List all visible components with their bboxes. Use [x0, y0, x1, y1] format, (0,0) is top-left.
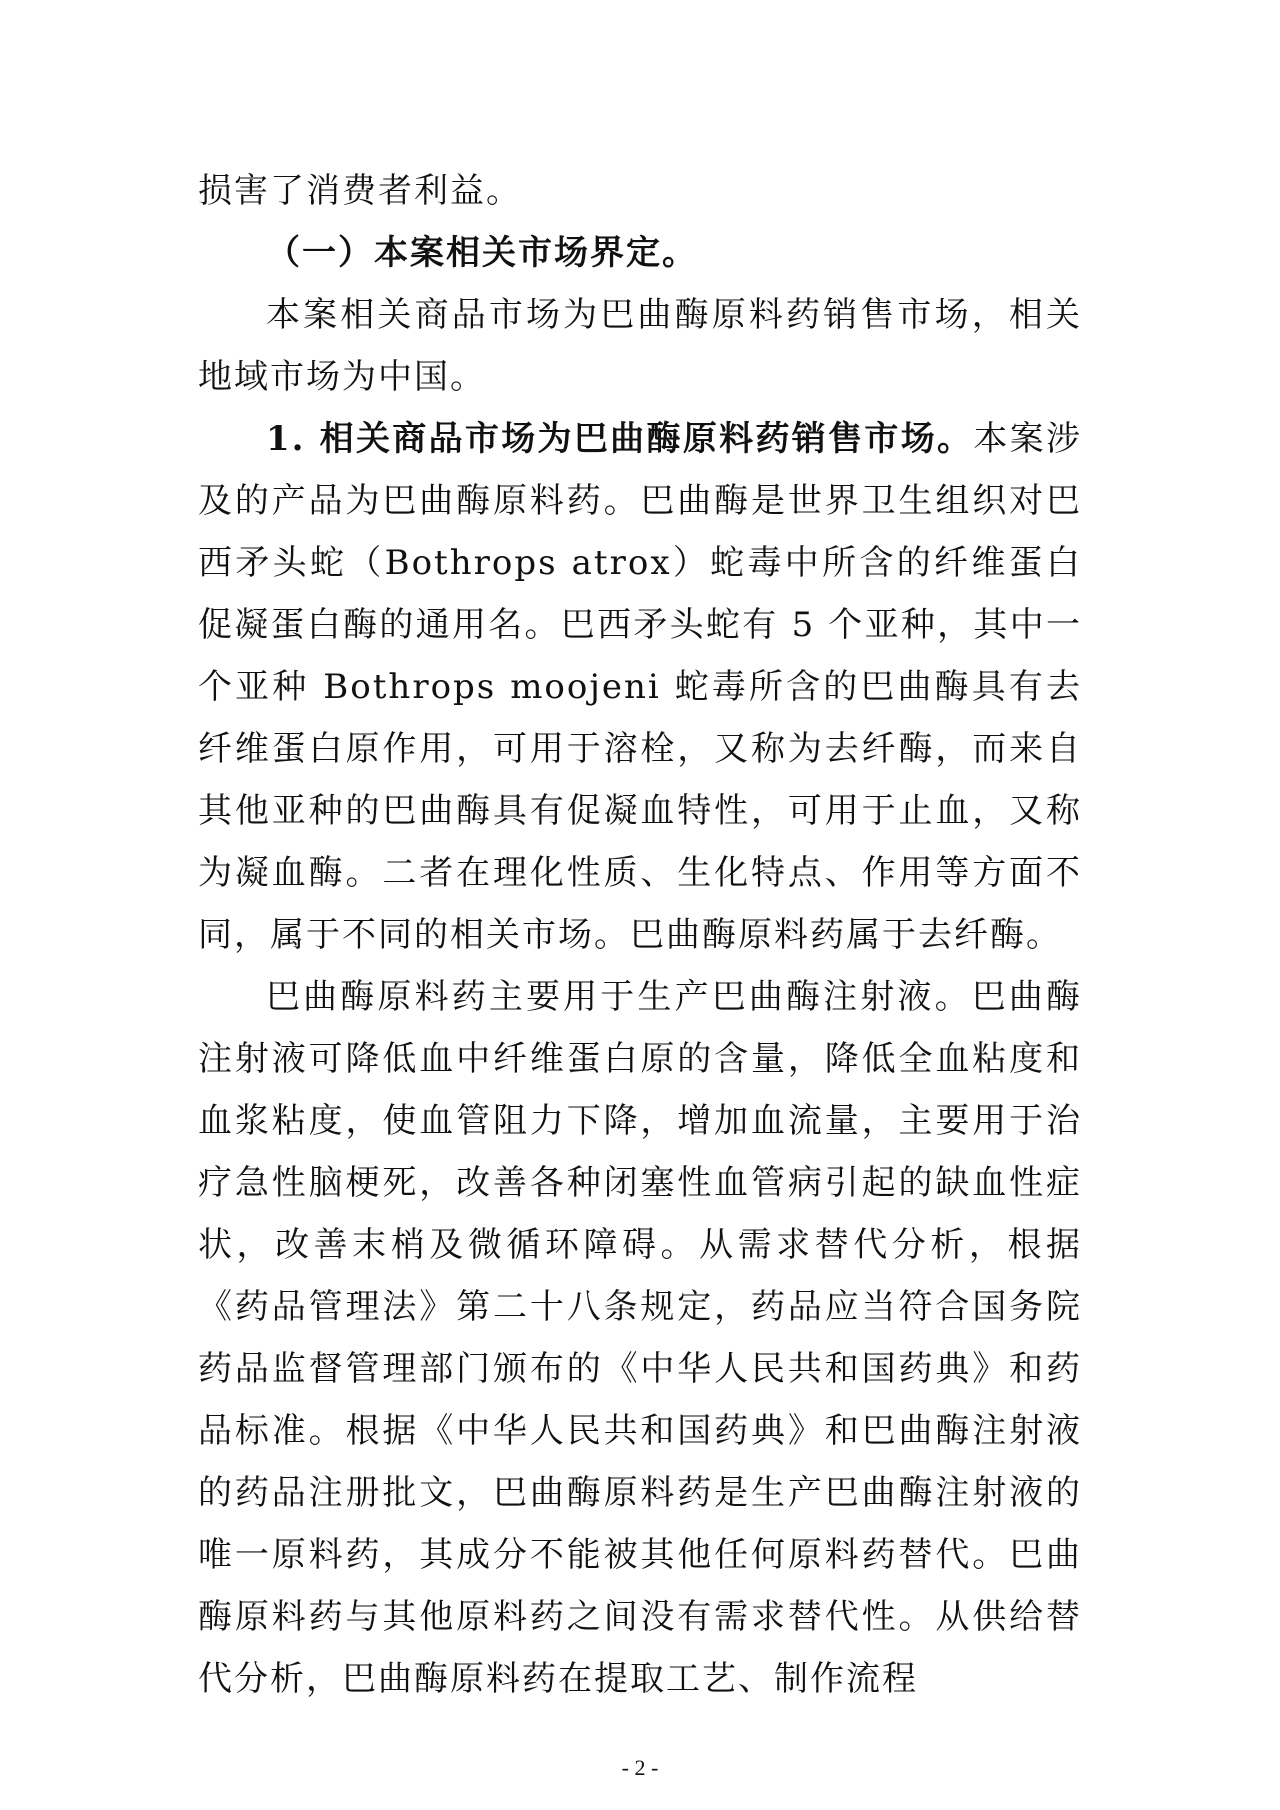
paragraph-body: 本案涉及的产品为巴曲酶原料药。巴曲酶是世界卫生组织对巴西矛头蛇（Bothrops atrox）蛇毒中所含的纤维蛋白促凝蛋白酶的通用名。巴西矛头蛇有 5 个亚种，其中一个亚种 Bothrops moojeni 蛇毒所含的巴曲酶具有去纤维蛋白原作用，可用于溶栓，又称为去纤酶，而来自其他亚种的巴曲酶具有促凝血特性，可用于止血，又称为凝血酶。二者在理化性质、生化特点、作用等方面不同，属于不同的相关市场。巴曲酶原料药属于去纤酶。	[198, 419, 1082, 955]
page-content	[198, 160, 1082, 1710]
paragraph-market-definition: 本案相关商品市场为巴曲酶原料药销售市场，相关地域市场为中国。	[198, 295, 1082, 397]
paragraph-continuation: 损害了消费者利益。	[198, 171, 522, 211]
page-number: - 2 -	[621, 1755, 659, 1780]
paragraph-lead-bold: 1. 相关商品市场为巴曲酶原料药销售市场。	[266, 419, 974, 459]
paragraph-substitution-analysis: 巴曲酶原料药主要用于生产巴曲酶注射液。巴曲酶注射液可降低血中纤维蛋白原的含量，降低全血粘度和血浆粘度，使血管阻力下降，增加血流量，主要用于治疗急性脑梗死，改善各种闭塞性血管病引起的缺血性症状，改善末梢及微循环障碍。从需求替代分析，根据《药品管理法》第二十八条规定，药品应当符合国务院药品监督管理部门颁布的《中华人民共和国药典》和药品标准。根据《中华人民共和国药典》和巴曲酶注射液的药品注册批文，巴曲酶原料药是生产巴曲酶注射液的唯一原料药，其成分不能被其他任何原料药替代。巴曲酶原料药与其他原料药之间没有需求替代性。从供给替代分析，巴曲酶原料药在提取工艺、制作流程	[198, 977, 1082, 1699]
section-heading: （一）本案相关市场界定。	[266, 233, 698, 273]
paragraph-product-market	[198, 408, 1082, 966]
